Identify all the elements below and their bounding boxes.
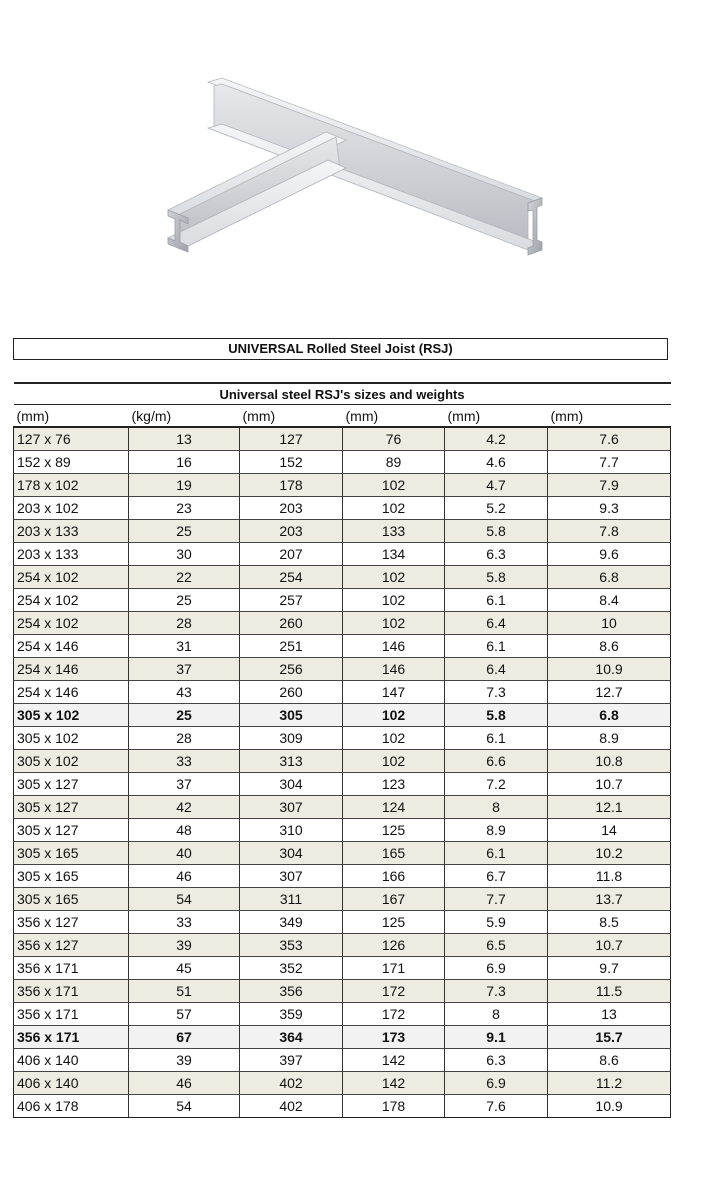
depth-cell: 260: [240, 612, 343, 635]
size-cell: 305 x 127: [14, 819, 129, 842]
size-cell: 254 x 146: [14, 658, 129, 681]
table-row: [14, 543, 671, 566]
width-cell: 142: [343, 1072, 445, 1095]
size-cell: 203 x 102: [14, 497, 129, 520]
weight-cell: 39: [129, 934, 240, 957]
size-cell: 356 x 171: [14, 1026, 129, 1049]
table-row: [14, 612, 671, 635]
width-cell: 173: [343, 1026, 445, 1049]
size-cell: 305 x 127: [14, 773, 129, 796]
weight-cell: 43: [129, 681, 240, 704]
web-thickness-cell: 9.1: [445, 1026, 548, 1049]
table-row: [14, 451, 671, 474]
units-header-row: [14, 405, 671, 428]
unit-header: (mm): [548, 405, 671, 428]
width-cell: 76: [343, 427, 445, 451]
web-thickness-cell: 4.7: [445, 474, 548, 497]
size-cell: 127 x 76: [14, 427, 129, 451]
depth-cell: 203: [240, 497, 343, 520]
width-cell: 102: [343, 474, 445, 497]
web-thickness-cell: 6.3: [445, 543, 548, 566]
size-cell: 406 x 178: [14, 1095, 129, 1118]
table-row: [14, 796, 671, 819]
size-cell: 152 x 89: [14, 451, 129, 474]
weight-cell: 16: [129, 451, 240, 474]
depth-cell: 257: [240, 589, 343, 612]
web-thickness-cell: 5.8: [445, 566, 548, 589]
size-cell: 254 x 102: [14, 589, 129, 612]
size-cell: 254 x 102: [14, 566, 129, 589]
width-cell: 126: [343, 934, 445, 957]
table-row: [14, 1095, 671, 1118]
table-subtitle: Universal steel RSJ's sizes and weights: [14, 383, 671, 405]
table-row: [14, 865, 671, 888]
size-cell: 406 x 140: [14, 1072, 129, 1095]
table-row: [14, 819, 671, 842]
weight-cell: 37: [129, 658, 240, 681]
flange-thickness-cell: 12.7: [548, 681, 671, 704]
depth-cell: 356: [240, 980, 343, 1003]
weight-cell: 31: [129, 635, 240, 658]
flange-thickness-cell: 15.7: [548, 1026, 671, 1049]
flange-thickness-cell: 9.7: [548, 957, 671, 980]
flange-thickness-cell: 8.9: [548, 727, 671, 750]
weight-cell: 22: [129, 566, 240, 589]
table-row: [14, 704, 671, 727]
table-row: [14, 750, 671, 773]
size-cell: 254 x 146: [14, 635, 129, 658]
depth-cell: 304: [240, 773, 343, 796]
weight-cell: 42: [129, 796, 240, 819]
width-cell: 147: [343, 681, 445, 704]
weight-cell: 37: [129, 773, 240, 796]
depth-cell: 152: [240, 451, 343, 474]
weight-cell: 54: [129, 888, 240, 911]
table-row: [14, 520, 671, 543]
size-cell: 305 x 102: [14, 727, 129, 750]
web-thickness-cell: 7.7: [445, 888, 548, 911]
flange-thickness-cell: 11.5: [548, 980, 671, 1003]
web-thickness-cell: 7.3: [445, 681, 548, 704]
depth-cell: 305: [240, 704, 343, 727]
unit-header: (mm): [445, 405, 548, 428]
size-cell: 406 x 140: [14, 1049, 129, 1072]
width-cell: 166: [343, 865, 445, 888]
size-cell: 178 x 102: [14, 474, 129, 497]
table-body: [14, 427, 671, 1118]
size-cell: 356 x 171: [14, 957, 129, 980]
weight-cell: 33: [129, 750, 240, 773]
table-row: [14, 911, 671, 934]
weight-cell: 46: [129, 1072, 240, 1095]
depth-cell: 313: [240, 750, 343, 773]
width-cell: 102: [343, 750, 445, 773]
web-thickness-cell: 6.1: [445, 635, 548, 658]
web-thickness-cell: 6.1: [445, 589, 548, 612]
flange-thickness-cell: 11.2: [548, 1072, 671, 1095]
width-cell: 134: [343, 543, 445, 566]
web-thickness-cell: 4.6: [445, 451, 548, 474]
flange-thickness-cell: 7.7: [548, 451, 671, 474]
unit-header: (mm): [240, 405, 343, 428]
depth-cell: 307: [240, 796, 343, 819]
depth-cell: 402: [240, 1072, 343, 1095]
depth-cell: 402: [240, 1095, 343, 1118]
weight-cell: 33: [129, 911, 240, 934]
depth-cell: 203: [240, 520, 343, 543]
flange-thickness-cell: 7.6: [548, 427, 671, 451]
size-cell: 305 x 165: [14, 865, 129, 888]
web-thickness-cell: 4.2: [445, 427, 548, 451]
width-cell: 178: [343, 1095, 445, 1118]
flange-thickness-cell: 10.8: [548, 750, 671, 773]
weight-cell: 25: [129, 520, 240, 543]
weight-cell: 67: [129, 1026, 240, 1049]
flange-thickness-cell: 10.2: [548, 842, 671, 865]
web-thickness-cell: 5.9: [445, 911, 548, 934]
flange-thickness-cell: 13.7: [548, 888, 671, 911]
web-thickness-cell: 6.7: [445, 865, 548, 888]
flange-thickness-cell: 10.9: [548, 658, 671, 681]
weight-cell: 13: [129, 427, 240, 451]
unit-header: (mm): [14, 405, 129, 428]
depth-cell: 260: [240, 681, 343, 704]
weight-cell: 57: [129, 1003, 240, 1026]
weight-cell: 19: [129, 474, 240, 497]
weight-cell: 28: [129, 727, 240, 750]
weight-cell: 23: [129, 497, 240, 520]
width-cell: 142: [343, 1049, 445, 1072]
size-cell: 305 x 102: [14, 704, 129, 727]
width-cell: 125: [343, 911, 445, 934]
flange-thickness-cell: 10.7: [548, 934, 671, 957]
table-row: [14, 681, 671, 704]
width-cell: 172: [343, 980, 445, 1003]
table-row: [14, 727, 671, 750]
depth-cell: 310: [240, 819, 343, 842]
flange-thickness-cell: 13: [548, 1003, 671, 1026]
table-row: [14, 934, 671, 957]
width-cell: 102: [343, 497, 445, 520]
weight-cell: 25: [129, 704, 240, 727]
weight-cell: 54: [129, 1095, 240, 1118]
size-cell: 356 x 171: [14, 1003, 129, 1026]
table-row: [14, 1026, 671, 1049]
table-row: [14, 427, 671, 451]
web-thickness-cell: 6.1: [445, 727, 548, 750]
flange-thickness-cell: 8.6: [548, 1049, 671, 1072]
depth-cell: 307: [240, 865, 343, 888]
depth-cell: 364: [240, 1026, 343, 1049]
depth-cell: 254: [240, 566, 343, 589]
web-thickness-cell: 6.4: [445, 658, 548, 681]
web-thickness-cell: 8.9: [445, 819, 548, 842]
size-cell: 356 x 171: [14, 980, 129, 1003]
depth-cell: 349: [240, 911, 343, 934]
width-cell: 102: [343, 589, 445, 612]
depth-cell: 251: [240, 635, 343, 658]
width-cell: 167: [343, 888, 445, 911]
flange-thickness-cell: 12.1: [548, 796, 671, 819]
weight-cell: 45: [129, 957, 240, 980]
flange-thickness-cell: 7.9: [548, 474, 671, 497]
size-cell: 305 x 165: [14, 888, 129, 911]
size-cell: 254 x 146: [14, 681, 129, 704]
depth-cell: 178: [240, 474, 343, 497]
width-cell: 171: [343, 957, 445, 980]
weight-cell: 40: [129, 842, 240, 865]
table-row: [14, 957, 671, 980]
table-title: UNIVERSAL Rolled Steel Joist (RSJ): [13, 338, 668, 360]
flange-thickness-cell: 8.5: [548, 911, 671, 934]
size-cell: 254 x 102: [14, 612, 129, 635]
depth-cell: 397: [240, 1049, 343, 1072]
width-cell: 133: [343, 520, 445, 543]
flange-thickness-cell: 8.4: [548, 589, 671, 612]
web-thickness-cell: 6.9: [445, 957, 548, 980]
width-cell: 146: [343, 658, 445, 681]
depth-cell: 309: [240, 727, 343, 750]
depth-cell: 352: [240, 957, 343, 980]
size-cell: 305 x 165: [14, 842, 129, 865]
flange-thickness-cell: 6.8: [548, 566, 671, 589]
width-cell: 102: [343, 727, 445, 750]
web-thickness-cell: 6.4: [445, 612, 548, 635]
web-thickness-cell: 7.2: [445, 773, 548, 796]
flange-thickness-cell: 9.3: [548, 497, 671, 520]
web-thickness-cell: 6.3: [445, 1049, 548, 1072]
table-row: [14, 589, 671, 612]
web-thickness-cell: 7.6: [445, 1095, 548, 1118]
flange-thickness-cell: 6.8: [548, 704, 671, 727]
width-cell: 102: [343, 566, 445, 589]
size-cell: 203 x 133: [14, 543, 129, 566]
width-cell: 89: [343, 451, 445, 474]
table-row: [14, 474, 671, 497]
weight-cell: 28: [129, 612, 240, 635]
table-row: [14, 888, 671, 911]
web-thickness-cell: 5.8: [445, 704, 548, 727]
depth-cell: 304: [240, 842, 343, 865]
depth-cell: 311: [240, 888, 343, 911]
weight-cell: 39: [129, 1049, 240, 1072]
web-thickness-cell: 6.5: [445, 934, 548, 957]
depth-cell: 127: [240, 427, 343, 451]
flange-thickness-cell: 9.6: [548, 543, 671, 566]
web-thickness-cell: 6.9: [445, 1072, 548, 1095]
depth-cell: 207: [240, 543, 343, 566]
weight-cell: 51: [129, 980, 240, 1003]
web-thickness-cell: 8: [445, 1003, 548, 1026]
table-row: [14, 1072, 671, 1095]
size-cell: 305 x 102: [14, 750, 129, 773]
width-cell: 165: [343, 842, 445, 865]
table-row: [14, 773, 671, 796]
unit-header: (mm): [343, 405, 445, 428]
size-cell: 305 x 127: [14, 796, 129, 819]
width-cell: 123: [343, 773, 445, 796]
flange-thickness-cell: 10.9: [548, 1095, 671, 1118]
depth-cell: 353: [240, 934, 343, 957]
flange-thickness-cell: 7.8: [548, 520, 671, 543]
flange-thickness-cell: 10.7: [548, 773, 671, 796]
table-row: [14, 566, 671, 589]
table-row: [14, 497, 671, 520]
weight-cell: 30: [129, 543, 240, 566]
width-cell: 172: [343, 1003, 445, 1026]
table-row: [14, 635, 671, 658]
rsj-sizes-table: [13, 382, 671, 1118]
size-cell: 356 x 127: [14, 911, 129, 934]
web-thickness-cell: 6.1: [445, 842, 548, 865]
web-thickness-cell: 7.3: [445, 980, 548, 1003]
unit-header: (kg/m): [129, 405, 240, 428]
steel-joist-illustration: [150, 60, 570, 275]
depth-cell: 256: [240, 658, 343, 681]
width-cell: 102: [343, 704, 445, 727]
weight-cell: 25: [129, 589, 240, 612]
table-row: [14, 1003, 671, 1026]
width-cell: 146: [343, 635, 445, 658]
table-row: [14, 980, 671, 1003]
width-cell: 125: [343, 819, 445, 842]
flange-thickness-cell: 11.8: [548, 865, 671, 888]
table-subtitle-row: [14, 383, 671, 405]
web-thickness-cell: 5.8: [445, 520, 548, 543]
web-thickness-cell: 8: [445, 796, 548, 819]
size-cell: 203 x 133: [14, 520, 129, 543]
table-row: [14, 842, 671, 865]
table-row: [14, 658, 671, 681]
width-cell: 124: [343, 796, 445, 819]
flange-thickness-cell: 10: [548, 612, 671, 635]
flange-thickness-cell: 14: [548, 819, 671, 842]
table-row: [14, 1049, 671, 1072]
flange-thickness-cell: 8.6: [548, 635, 671, 658]
depth-cell: 359: [240, 1003, 343, 1026]
web-thickness-cell: 5.2: [445, 497, 548, 520]
size-cell: 356 x 127: [14, 934, 129, 957]
weight-cell: 48: [129, 819, 240, 842]
web-thickness-cell: 6.6: [445, 750, 548, 773]
width-cell: 102: [343, 612, 445, 635]
weight-cell: 46: [129, 865, 240, 888]
